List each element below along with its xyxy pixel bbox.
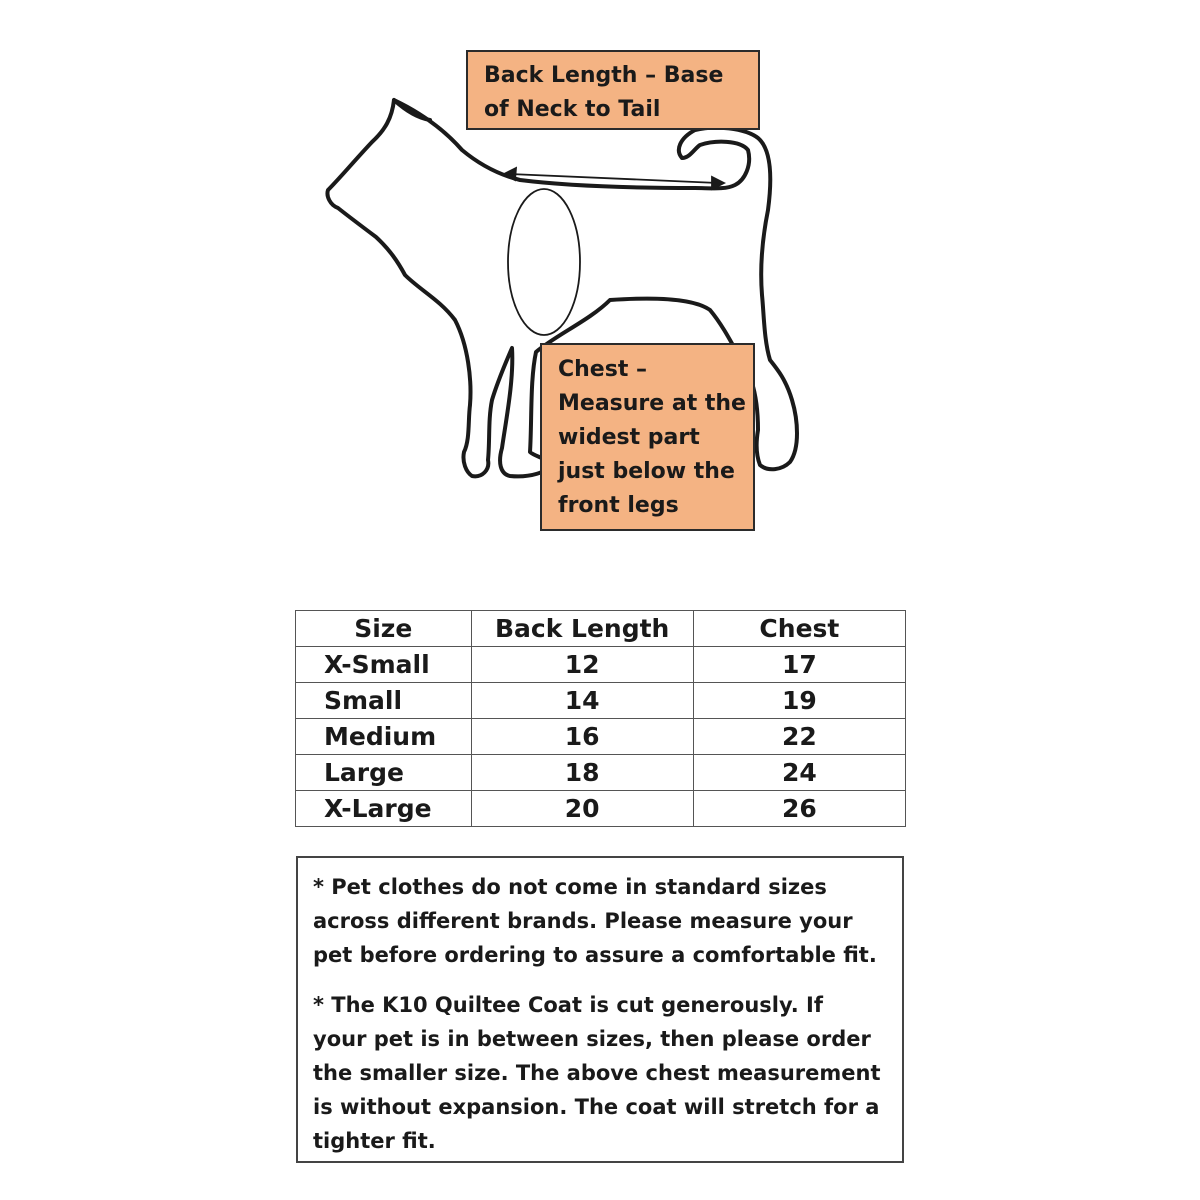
callout-line: front legs	[558, 493, 679, 518]
size-cell: X-Large	[296, 791, 472, 827]
chest-cell: 24	[693, 755, 905, 791]
size-cell: Small	[296, 683, 472, 719]
back-length-cell: 16	[471, 719, 693, 755]
table-row	[296, 683, 906, 719]
table-row	[296, 647, 906, 683]
size-cell: Large	[296, 755, 472, 791]
size-chart-table	[295, 610, 906, 827]
note-paragraph	[313, 988, 888, 1158]
table-row	[296, 791, 906, 827]
callout-line: Measure at the	[558, 391, 746, 416]
note-line: your pet is in between sizes, then please order	[313, 1027, 871, 1051]
note-line: * The K10 Quiltee Coat is cut generously. If	[313, 993, 823, 1017]
chest-callout	[540, 343, 755, 531]
callout-line: of Neck to Tail	[484, 97, 661, 122]
size-cell: X-Small	[296, 647, 472, 683]
chest-cell: 22	[693, 719, 905, 755]
table-row	[296, 755, 906, 791]
callout-line: Chest –	[558, 357, 647, 382]
header-back-length: Back Length	[471, 611, 693, 647]
table-row	[296, 719, 906, 755]
chest-ellipse	[508, 189, 580, 335]
callout-line: widest part	[558, 425, 700, 450]
header-chest: Chest	[693, 611, 905, 647]
note-line: tighter fit.	[313, 1129, 436, 1153]
arrow-head-left	[504, 168, 516, 180]
back-length-cell: 20	[471, 791, 693, 827]
note-line: is without expansion. The coat will stretch for a	[313, 1095, 880, 1119]
note-line: the smaller size. The above chest measurement	[313, 1061, 881, 1085]
chest-cell: 17	[693, 647, 905, 683]
callout-line: Back Length – Base	[484, 63, 724, 88]
header-size: Size	[296, 611, 472, 647]
back-length-cell: 12	[471, 647, 693, 683]
back-length-callout	[466, 50, 760, 130]
size-cell: Medium	[296, 719, 472, 755]
note-line: across different brands. Please measure your	[313, 909, 853, 933]
sizing-notes-box	[296, 856, 904, 1163]
note-line: pet before ordering to assure a comfortable fit.	[313, 943, 877, 967]
callout-line: just below the	[558, 459, 735, 484]
chest-cell: 19	[693, 683, 905, 719]
note-line: * Pet clothes do not come in standard sizes	[313, 875, 827, 899]
chest-cell: 26	[693, 791, 905, 827]
note-paragraph	[313, 870, 888, 972]
table-header-row	[296, 611, 906, 647]
back-length-cell: 14	[471, 683, 693, 719]
back-length-cell: 18	[471, 755, 693, 791]
